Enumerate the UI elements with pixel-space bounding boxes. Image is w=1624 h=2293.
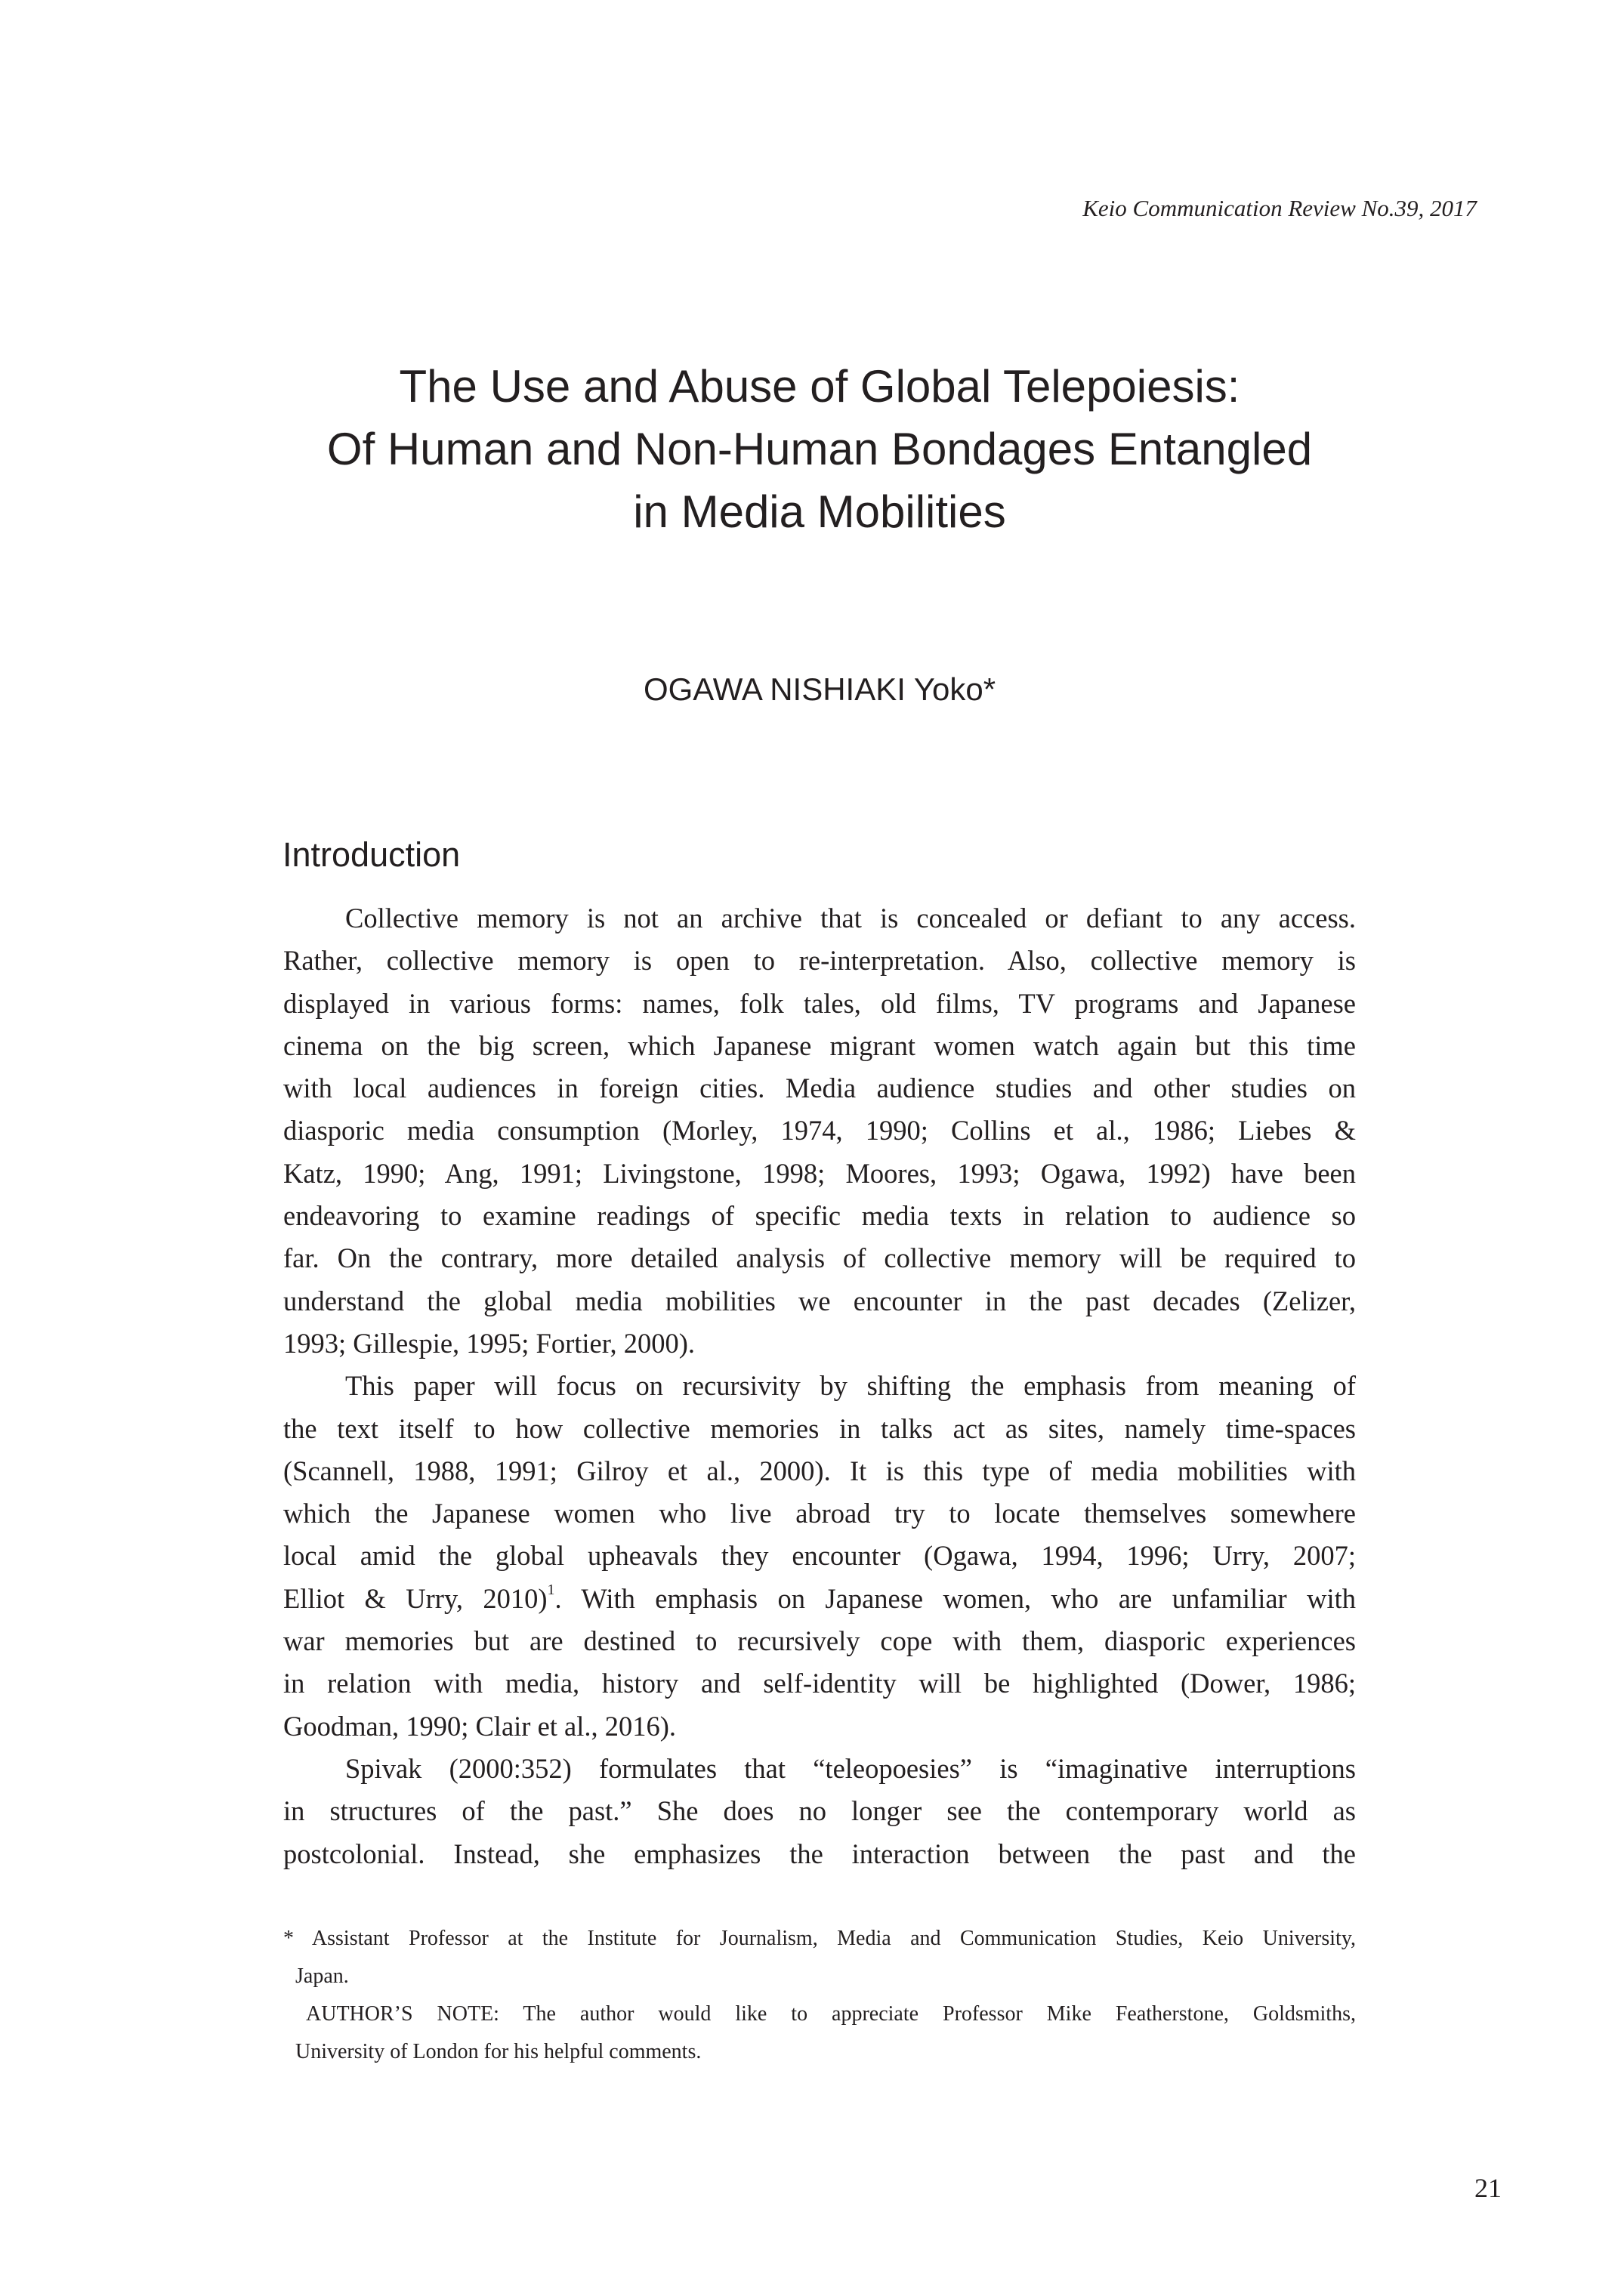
footnote-line: * Assistant Professor at the Institute for Journalism, Media and Communication Studies, Keio University, (283, 1927, 1356, 1950)
section-heading: Introduction (283, 835, 461, 874)
text-line: far. On the contrary, more detailed analysis of collective memory will be required to (283, 1242, 1356, 1274)
text-line (283, 1578, 1356, 1620)
body-text (283, 897, 1356, 1875)
text-line: Rather, collective memory is open to re-interpretation. Also, collective memory is (283, 945, 1356, 977)
text-line: diasporic media consumption (Morley, 1974, 1990; Collins et al., 1986; Liebes & (283, 1115, 1356, 1146)
paragraph-3 (283, 1748, 1356, 1875)
line-part: Elliot & Urry, 2010) (283, 1582, 548, 1614)
text-line: (Scannell, 1988, 1991; Gilroy et al., 2000). It is this type of media mobilities with (283, 1455, 1356, 1486)
journal-header: Keio Communication Review No.39, 2017 (1082, 195, 1477, 221)
text-line: Goodman, 1990; Clair et al., 2016). (283, 1710, 677, 1742)
text-line: in relation with media, history and self-identity will be highlighted (Dower, 1986; (283, 1668, 1356, 1699)
author-name: OGAWA NISHIAKI Yoko* (643, 671, 996, 707)
text-line: with local audiences in foreign cities. Media audience studies and other studies on (283, 1072, 1356, 1104)
footnotes (283, 1920, 1356, 2071)
text-line: Spivak (2000:352) formulates that “teleopoesies” is “imaginative interruptions (345, 1752, 1356, 1784)
text-line: 1993; Gillespie, 1995; Fortier, 2000). (283, 1327, 695, 1359)
text-line: local amid the global upheavals they encounter (Ogawa, 1994, 1996; Urry, 2007; (283, 1540, 1356, 1572)
paper-title (0, 355, 1624, 543)
title-line: Of Human and Non-Human Bondages Entangled (326, 424, 1313, 474)
text-line: the text itself to how collective memories in talks act as sites, namely time-spaces (283, 1412, 1356, 1444)
paragraph-1 (283, 897, 1356, 1365)
text-line: endeavoring to examine readings of specific media texts in relation to audience so (283, 1200, 1356, 1232)
title-line: in Media Mobilities (633, 486, 1006, 537)
text-line: displayed in various forms: names, folk tales, old films, TV programs and Japanese (283, 987, 1356, 1019)
page-number: 21 (1474, 2173, 1502, 2203)
text-line: cinema on the big screen, which Japanese migrant women watch again but this time (283, 1029, 1356, 1061)
paragraph-2 (283, 1365, 1356, 1748)
text-line: understand the global media mobilities we encounter in the past decades (Zelizer, (283, 1285, 1356, 1316)
footnote-line: University of London for his helpful comments. (295, 2040, 702, 2063)
title-line: The Use and Abuse of Global Telepoiesis: (399, 361, 1240, 412)
text-line: Katz, 1990; Ang, 1991; Livingstone, 1998; Moores, 1993; Ogawa, 1992) have been (283, 1157, 1356, 1189)
text-line: in structures of the past.” She does no longer see the contemporary world as (283, 1795, 1356, 1827)
text-line: postcolonial. Instead, she emphasizes the interaction between the past and the (283, 1838, 1356, 1869)
footnote-line: Japan. (295, 1964, 349, 1988)
text-line: Collective memory is not an archive that is concealed or defiant to any access. (345, 903, 1356, 934)
footnote-line: AUTHOR’S NOTE: The author would like to appreciate Professor Mike Featherstone, Goldsmiths, (306, 2002, 1356, 2026)
line-part: . With emphasis on Japanese women, who are unfamiliar with (554, 1582, 1356, 1614)
footnote-ref: 1 (547, 1581, 555, 1598)
text-line: war memories but are destined to recursively cope with them, diasporic experiences (283, 1625, 1356, 1657)
text-line: This paper will focus on recursivity by shifting the emphasis from meaning of (345, 1370, 1356, 1402)
text-line: which the Japanese women who live abroad try to locate themselves somewhere (283, 1498, 1356, 1529)
